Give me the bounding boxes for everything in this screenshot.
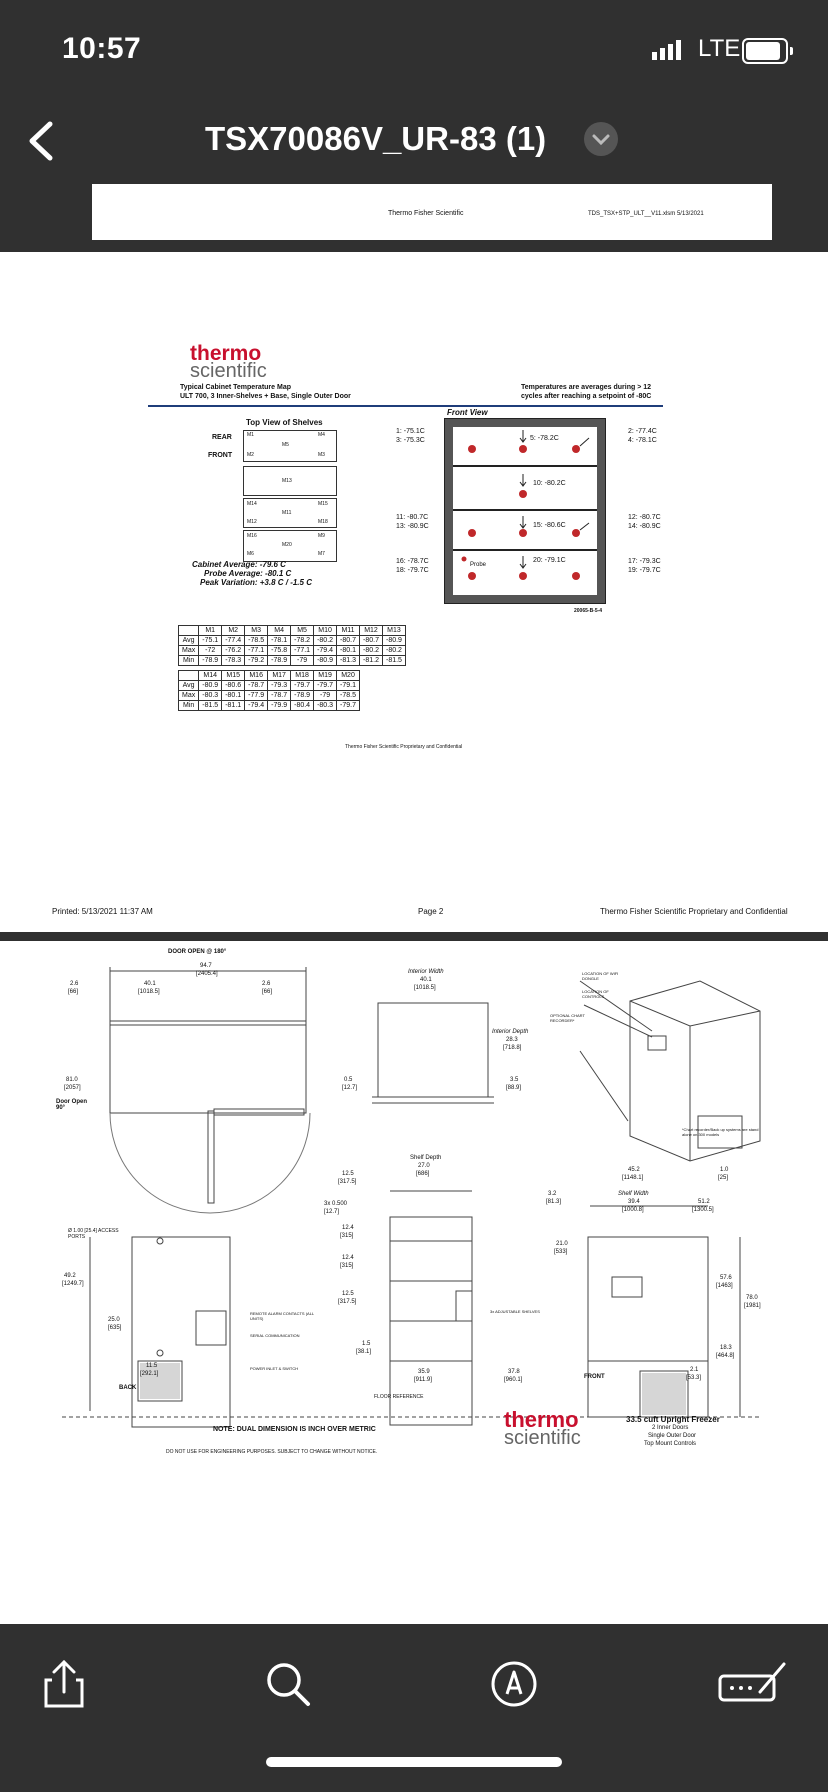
dim: [2405.4] <box>196 971 218 977</box>
table-row <box>179 701 360 711</box>
shelf-width-label: Shelf Width <box>618 1191 649 1197</box>
reading: 17: -79.3C <box>628 558 661 565</box>
table-row <box>179 646 406 656</box>
cabinet-average: Cabinet Average: -79.6 C <box>192 560 286 569</box>
dim: 2.6 <box>70 981 79 987</box>
table-cell: -79 <box>291 656 314 666</box>
table-cell: -81.5 <box>382 656 405 666</box>
table-cell: -81.3 <box>337 656 360 666</box>
share-icon <box>34 1654 94 1714</box>
dim: 3.2 <box>548 1191 557 1197</box>
shelf-label: M12 <box>247 519 257 525</box>
reading: 12: -80.7C <box>628 514 661 521</box>
table-cell: -75.8 <box>268 646 291 656</box>
dim: [292.1] <box>140 1371 159 1377</box>
table-cell: Min <box>179 701 199 711</box>
search-button[interactable] <box>258 1654 318 1714</box>
table-cell: -80.2 <box>314 636 337 646</box>
floor-reference-label: FLOOR REFERENCE <box>374 1394 424 1400</box>
document-viewer[interactable] <box>0 184 828 1624</box>
map-note-1: Temperatures are averages during > 12 <box>521 384 652 391</box>
table-header-cell: M1 <box>199 626 222 636</box>
page1-footer-center: Thermo Fisher Scientific <box>388 210 464 217</box>
table-cell: -79 <box>314 691 337 701</box>
dim: 12.4 <box>342 1255 354 1261</box>
table-cell: -80.7 <box>360 636 383 646</box>
top-view-label: Top View of Shelves <box>246 418 323 427</box>
map-heading-2: ULT 700, 3 Inner-Shelves + Base, Single Outer Door <box>180 393 351 400</box>
clock: 10:57 <box>62 32 142 65</box>
dim: 94.7 <box>200 963 212 969</box>
reading: 20: -79.1C <box>533 557 566 564</box>
dim: 37.8 <box>508 1369 520 1375</box>
table-header-cell: M17 <box>268 671 291 681</box>
table-cell: -81.5 <box>199 701 222 711</box>
table-cell: Max <box>179 691 199 701</box>
table-cell: -75.1 <box>199 636 222 646</box>
model-detail: 2 Inner Doors <box>652 1425 689 1431</box>
dim: [635] <box>108 1325 122 1331</box>
table-cell: -78.5 <box>245 636 268 646</box>
shelf-label: M13 <box>282 478 292 484</box>
dim: 39.4 <box>628 1199 640 1205</box>
page-3 <box>0 941 828 1624</box>
dim: [317.5] <box>338 1299 357 1305</box>
dim: [317.5] <box>338 1179 357 1185</box>
door-open-90: Door Open 90° <box>56 1099 87 1111</box>
serial-comm-label: SERIAL COMMUNICATION <box>250 1333 300 1338</box>
peak-variation: Peak Variation: +3.8 C / -1.5 C <box>200 578 312 587</box>
dim: [960.1] <box>504 1377 523 1383</box>
table-header-cell: M20 <box>337 671 360 681</box>
table-cell: -80.9 <box>199 681 222 691</box>
dim: [1000.8] <box>622 1207 644 1213</box>
dim: [2057] <box>64 1085 81 1091</box>
table-cell: -80.2 <box>382 646 405 656</box>
table-cell: -78.9 <box>291 691 314 701</box>
shelf-label: M18 <box>318 519 328 525</box>
brand-logo-top: thermo <box>504 1407 579 1432</box>
adjustable-shelves-label: 3x ADJUSTABLE SHELVES <box>490 1309 540 1314</box>
dim: 28.3 <box>506 1037 518 1043</box>
nav-bar <box>0 100 828 184</box>
table-cell: -72 <box>199 646 222 656</box>
reading: 4: -78.1C <box>628 437 657 444</box>
dim: 12.5 <box>342 1291 354 1297</box>
dim: 35.9 <box>418 1369 430 1375</box>
table-cell: -79.4 <box>245 701 268 711</box>
dim: [81.3] <box>546 1199 562 1205</box>
table-cell: -77.1 <box>291 646 314 656</box>
table-cell: -78.7 <box>245 681 268 691</box>
table-cell: -79.9 <box>268 701 291 711</box>
rear-label: REAR <box>212 434 232 441</box>
form-fill-button[interactable] <box>716 1654 790 1714</box>
back-button[interactable] <box>22 118 62 164</box>
back-label: BACK <box>119 1385 137 1391</box>
table-header-cell: M14 <box>199 671 222 681</box>
temperature-table-1 <box>178 625 406 666</box>
table-header-cell: M2 <box>222 626 245 636</box>
table-cell: -79.2 <box>245 656 268 666</box>
reading: 5: -78.2C <box>530 435 559 442</box>
page-footer-right: Thermo Fisher Scientific Proprietary and Confidential <box>600 907 788 916</box>
table-cell: -80.9 <box>314 656 337 666</box>
dim: [1148.1] <box>622 1175 644 1181</box>
shelf-label: M16 <box>247 533 257 539</box>
table-header-row <box>179 671 360 681</box>
reading: 1: -75.1C <box>396 428 425 435</box>
dim: 21.0 <box>556 1241 568 1247</box>
dim: 18.3 <box>720 1345 732 1351</box>
table-header-cell <box>179 671 199 681</box>
markup-pen-icon <box>484 1654 544 1714</box>
table-cell: -79.7 <box>291 681 314 691</box>
dim: 25.0 <box>108 1317 120 1323</box>
interior-depth-label: Interior Depth <box>492 1029 529 1035</box>
chevron-down-icon <box>584 122 618 156</box>
confidential-note: Thermo Fisher Scientific Proprietary and Confidential <box>345 744 463 750</box>
table-cell: Avg <box>179 636 199 646</box>
table-cell: -76.2 <box>222 646 245 656</box>
network-type: LTE <box>698 35 741 62</box>
table-row <box>179 636 406 646</box>
shelf-label: M20 <box>282 542 292 548</box>
disclaimer: DO NOT USE FOR ENGINEERING PURPOSES. SUBJECT TO CHANGE WITHOUT NOTICE. <box>166 1449 378 1455</box>
shelf-label: M9 <box>318 533 325 539</box>
form-signature-icon <box>716 1654 790 1714</box>
dim: [66] <box>68 989 79 995</box>
table-header-cell <box>179 626 199 636</box>
dim: [88.9] <box>506 1085 522 1091</box>
table-header-cell: M18 <box>291 671 314 681</box>
cabinet-front-view <box>444 418 606 604</box>
shelf-label: M5 <box>282 442 289 448</box>
dim: [1981] <box>744 1303 761 1309</box>
shelf-label: M2 <box>247 452 254 458</box>
table-row <box>179 656 406 666</box>
dim: 1.5 <box>362 1341 371 1347</box>
dim: [911.9] <box>414 1377 432 1383</box>
brand-logo-bottom: scientific <box>504 1427 581 1449</box>
dim: 3.5 <box>510 1077 519 1083</box>
table-header-cell: M3 <box>245 626 268 636</box>
table-cell: -77.9 <box>245 691 268 701</box>
printed-date: Printed: 5/13/2021 11:37 AM <box>52 907 153 916</box>
shelf-label: M15 <box>318 501 328 507</box>
chart-recorder-note: *Chart recorder/Back up systems are stand alone on 300 models <box>682 1127 759 1137</box>
table-cell: -79.4 <box>314 646 337 656</box>
temperature-table-2 <box>178 670 360 711</box>
table-cell: -80.4 <box>291 701 314 711</box>
probe-average: Probe Average: -80.1 C <box>204 569 292 578</box>
callout: LOCATION OF WIFI DONGLE <box>582 971 619 981</box>
header-rule <box>148 405 663 407</box>
dim: 3x 0.500 <box>324 1201 348 1207</box>
search-icon <box>258 1654 318 1714</box>
reading: 18: -79.7C <box>396 567 429 574</box>
dim: [718.8] <box>503 1045 522 1051</box>
dim: [1018.5] <box>138 989 160 995</box>
table-cell: -80.6 <box>222 681 245 691</box>
page-number: Page 2 <box>418 907 444 916</box>
dim: [315] <box>340 1233 354 1239</box>
table-cell: -81.2 <box>360 656 383 666</box>
table-cell: -78.9 <box>199 656 222 666</box>
table-header-cell: M10 <box>314 626 337 636</box>
dim: 49.2 <box>64 1273 76 1279</box>
table-header-cell: M12 <box>360 626 383 636</box>
dim: 78.0 <box>746 1295 758 1301</box>
map-heading-1: Typical Cabinet Temperature Map <box>180 384 291 391</box>
signal-icon <box>652 40 684 60</box>
interior-width-label: Interior Width <box>408 969 444 975</box>
reading: 10: -80.2C <box>533 480 566 487</box>
power-inlet-label: POWER INLET & SWITCH <box>250 1366 299 1371</box>
dim: [12.7] <box>324 1209 340 1215</box>
title-menu-button[interactable] <box>584 122 618 156</box>
front-view-label: Front View <box>447 408 488 417</box>
dim: [1300.5] <box>692 1207 714 1213</box>
dim: [53.3] <box>686 1375 702 1381</box>
table-cell: -80.3 <box>199 691 222 701</box>
dim: 1.0 <box>720 1167 729 1173</box>
model-title: 33.5 cuft Upright Freezer <box>626 1415 720 1424</box>
table-cell: -80.7 <box>337 636 360 646</box>
page-1-fragment <box>92 184 772 240</box>
dim: [1018.5] <box>414 985 436 991</box>
table-cell: -78.7 <box>268 691 291 701</box>
markup-button[interactable] <box>484 1654 544 1714</box>
chevron-left-icon <box>22 118 62 164</box>
front-label: FRONT <box>208 452 233 459</box>
table-cell: Min <box>179 656 199 666</box>
table-cell: -80.9 <box>382 636 405 646</box>
table-header-cell: M16 <box>245 671 268 681</box>
dim: [1249.7] <box>62 1281 84 1287</box>
table-cell: -81.1 <box>222 701 245 711</box>
table-cell: Avg <box>179 681 199 691</box>
table-cell: -79.1 <box>337 681 360 691</box>
table-cell: -77.4 <box>222 636 245 646</box>
callout: LOCATION OF CONTROLS <box>582 989 609 999</box>
shelf-label: M11 <box>282 510 292 516</box>
share-button[interactable] <box>34 1654 94 1714</box>
table-cell: -80.1 <box>222 691 245 701</box>
table-header-cell: M4 <box>268 626 291 636</box>
model-detail: Top Mount Controls <box>644 1441 697 1447</box>
model-detail: Single Outer Door <box>648 1433 697 1439</box>
dim: [25] <box>718 1175 729 1181</box>
table-cell: Max <box>179 646 199 656</box>
table-cell: -78.5 <box>337 691 360 701</box>
reading: 16: -78.7C <box>396 558 429 565</box>
shelf-label: M4 <box>318 432 325 438</box>
map-note-2: cycles after reaching a setpoint of -80C <box>521 393 652 400</box>
table-header-cell: M19 <box>314 671 337 681</box>
dim: [66] <box>262 989 273 995</box>
dim: 57.6 <box>720 1275 732 1281</box>
table-cell: -80.1 <box>337 646 360 656</box>
document-title: TSX70086V_UR-83 (1) <box>205 120 547 157</box>
page-2 <box>0 252 828 932</box>
table-cell: -79.7 <box>337 701 360 711</box>
shelf-label: M14 <box>247 501 257 507</box>
table-cell: -78.2 <box>291 636 314 646</box>
table-cell: -78.3 <box>222 656 245 666</box>
reading: 19: -79.7C <box>628 567 661 574</box>
table-row <box>179 681 360 691</box>
callout: OPTIONAL CHART RECORDER* <box>550 1013 585 1023</box>
remote-alarm-label: REMOTE ALARM CONTACTS (ALL UNITS) <box>250 1311 315 1321</box>
dim: 2.6 <box>262 981 271 987</box>
shelf-label: M1 <box>247 432 254 438</box>
dim: 27.0 <box>418 1163 430 1169</box>
shelf-label: M7 <box>318 551 325 557</box>
door-open-label: DOOR OPEN @ 180° <box>168 949 227 955</box>
table-cell: -79.3 <box>268 681 291 691</box>
table-row <box>179 691 360 701</box>
dim: [464.8] <box>716 1353 735 1359</box>
front-view-label: FRONT <box>584 1374 605 1380</box>
table-cell: -78.1 <box>268 636 291 646</box>
table-header-cell: M13 <box>382 626 405 636</box>
dim: 0.5 <box>344 1077 353 1083</box>
dim: 2.1 <box>690 1367 699 1373</box>
reading: 15: -80.6C <box>533 522 566 529</box>
battery-icon <box>742 38 788 64</box>
dim: 12.5 <box>342 1171 354 1177</box>
table-header-cell: M11 <box>337 626 360 636</box>
dim: 40.1 <box>144 981 156 987</box>
table-header-cell: M5 <box>291 626 314 636</box>
reading: 11: -80.7C <box>396 514 429 521</box>
table-cell: -78.9 <box>268 656 291 666</box>
dim: 51.2 <box>698 1199 710 1205</box>
table-cell: -80.2 <box>360 646 383 656</box>
drawing-code: 20065-B-5-4 <box>574 608 603 614</box>
dim: [1463] <box>716 1283 733 1289</box>
reading: 13: -80.9C <box>396 523 429 530</box>
dim: 40.1 <box>420 977 432 983</box>
dim: [12.7] <box>342 1085 358 1091</box>
dim: [315] <box>340 1263 354 1269</box>
reading: 14: -80.9C <box>628 523 661 530</box>
access-ports-label: Ø 1.00 [25.4] ACCESS PORTS <box>68 1228 119 1240</box>
table-header-row <box>179 626 406 636</box>
table-cell: -79.7 <box>314 681 337 691</box>
status-bar <box>0 0 828 100</box>
dim: 12.4 <box>342 1225 354 1231</box>
dim: 45.2 <box>628 1167 640 1173</box>
dim: [38.1] <box>356 1349 372 1355</box>
dim: [686] <box>416 1171 430 1177</box>
brand-logo-top: thermo <box>190 342 262 365</box>
dim: [533] <box>554 1249 568 1255</box>
reading: 3: -75.3C <box>396 437 425 444</box>
brand-logo-bottom: scientific <box>190 360 267 382</box>
home-indicator[interactable] <box>266 1757 562 1767</box>
table-header-cell: M15 <box>222 671 245 681</box>
reading: 2: -77.4C <box>628 428 657 435</box>
shelf-label: M6 <box>247 551 254 557</box>
shelf-label: M3 <box>318 452 325 458</box>
dual-dimension-note: NOTE: DUAL DIMENSION IS INCH OVER METRIC <box>213 1426 376 1433</box>
table-cell: -80.3 <box>314 701 337 711</box>
probe-label: Probe <box>470 562 487 568</box>
page1-footer-right: TDS_TSX+STP_ULT__V11.xlsm 5/13/2021 <box>588 211 704 217</box>
shelf-depth-label: Shelf Depth <box>410 1155 442 1161</box>
table-cell: -77.1 <box>245 646 268 656</box>
dim: 11.5 <box>146 1363 158 1369</box>
dim: 81.0 <box>66 1077 78 1083</box>
